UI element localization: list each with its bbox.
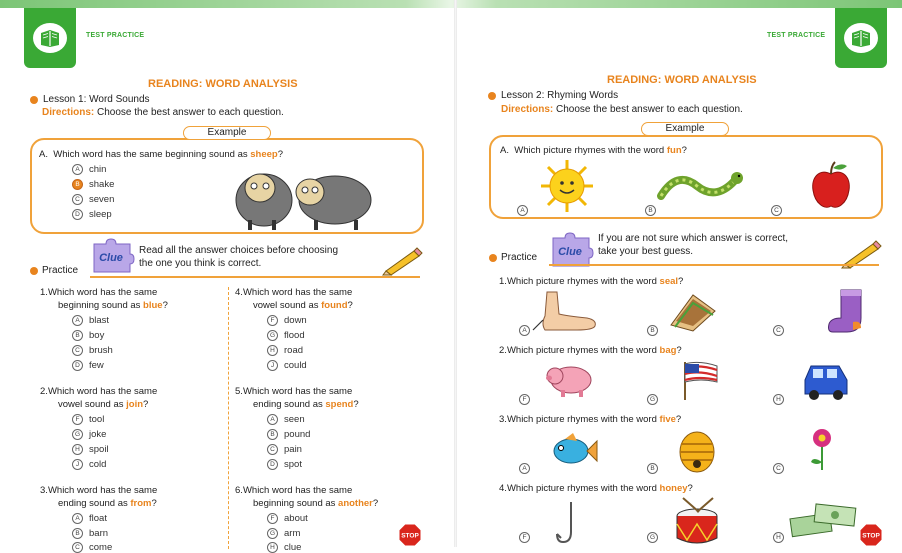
example-letter: A. — [39, 149, 48, 160]
question-2: 2.Which picture rhymes with the word bag? — [499, 345, 682, 356]
keyword: bag — [659, 345, 677, 356]
stop-sign-icon — [398, 523, 422, 547]
keyword: seal — [659, 276, 679, 287]
answer-bubble[interactable]: C — [773, 325, 784, 336]
option[interactable]: F about — [267, 513, 308, 524]
bullet-dot — [30, 267, 38, 275]
answer-bubble[interactable]: B — [267, 429, 278, 440]
snake-picture — [657, 166, 743, 206]
example-keyword: sheep — [250, 149, 278, 160]
answer-bubble[interactable]: H — [773, 394, 784, 405]
answer-bubble[interactable]: B — [72, 528, 83, 539]
answer-bubble[interactable]: G — [267, 528, 278, 539]
test-practice-label: TEST PRACTICE — [767, 32, 826, 39]
example-keyword: fun — [666, 145, 682, 156]
top-gradient-bar — [0, 0, 902, 8]
apple-picture — [809, 160, 853, 212]
lesson-label: Lesson 1: Word Sounds — [43, 94, 150, 105]
option[interactable]: B boy — [72, 330, 104, 341]
option[interactable]: B barn — [72, 528, 108, 539]
answer-bubble[interactable]: F — [267, 315, 278, 326]
directions-label: Directions: — [42, 107, 95, 118]
bullet-dot — [488, 92, 496, 100]
answer-bubble[interactable]: A — [72, 513, 83, 524]
lesson-heading — [488, 90, 618, 101]
answer-bubble[interactable]: D — [72, 209, 83, 220]
option[interactable]: D spot — [267, 459, 302, 470]
drum-picture — [673, 496, 721, 547]
clue-line-2: take your best guess. — [598, 246, 694, 257]
question-3: 3.Which word has the same ending sound as from? — [40, 485, 158, 509]
answer-bubble[interactable]: C — [771, 205, 782, 216]
keyword: join — [126, 399, 144, 410]
answer-bubble[interactable]: A — [519, 463, 530, 474]
answer-bubble[interactable]: H — [773, 532, 784, 543]
answer-bubble[interactable]: A — [519, 325, 530, 336]
test-practice-label: TEST PRACTICE — [86, 32, 145, 39]
answer-bubble[interactable]: A — [72, 164, 83, 175]
practice-rule — [90, 276, 420, 278]
keyword: from — [130, 498, 152, 509]
money-picture — [785, 500, 861, 536]
clue-line-1: Read all the answer choices before choosing — [139, 245, 339, 256]
flower-picture — [807, 428, 837, 472]
pencil-icon — [380, 245, 422, 275]
answer-bubble[interactable]: F — [519, 394, 530, 405]
question-1: 1.Which picture rhymes with the word seal? — [499, 276, 684, 287]
svg-text:STOP: STOP — [401, 532, 419, 540]
option[interactable]: F down — [267, 315, 307, 326]
right-page — [457, 8, 902, 547]
example-option[interactable]: D sleep — [72, 209, 112, 220]
option[interactable]: G joke — [72, 429, 106, 440]
option[interactable]: F tool — [72, 414, 104, 425]
question-1: 1.Which word has the same beginning sound as blue? — [40, 287, 168, 311]
option[interactable]: J could — [267, 360, 307, 371]
example-option[interactable]: B shake — [72, 179, 114, 190]
keyword: five — [659, 414, 676, 425]
clue-puzzle-icon — [90, 238, 134, 274]
fish-picture — [547, 429, 597, 471]
question-6: 6.Which word has the same beginning sound as another? — [235, 485, 379, 509]
test-practice-tab — [24, 8, 76, 68]
example-text: Which word has the same beginning sound as — [53, 149, 251, 160]
directions — [501, 104, 743, 115]
answer-bubble[interactable]: C — [72, 194, 83, 205]
sun-picture — [539, 158, 595, 214]
test-practice-tab — [835, 8, 887, 68]
page-title: READING: WORD ANALYSIS — [148, 78, 298, 90]
option[interactable]: H spoil — [72, 444, 109, 455]
clue-word: Clue — [99, 252, 123, 264]
answer-bubble[interactable]: A — [72, 315, 83, 326]
answer-bubble[interactable]: J — [267, 360, 278, 371]
answer-bubble[interactable]: H — [72, 444, 83, 455]
book-icon — [33, 23, 67, 53]
answer-bubble[interactable]: J — [72, 459, 83, 470]
book-icon — [844, 23, 878, 53]
example-question: A. Which picture rhymes with the word fun? — [500, 145, 687, 156]
clue-line-2: the one you think is correct. — [139, 258, 262, 269]
column-divider — [228, 287, 229, 549]
question-4: 4.Which word has the same vowel sound as found? — [235, 287, 353, 311]
page-title: READING: WORD ANALYSIS — [607, 74, 757, 86]
example-option[interactable]: A chin — [72, 164, 106, 175]
directions-text: Choose the best answer to each question. — [97, 107, 284, 118]
option[interactable]: A blast — [72, 315, 109, 326]
answer-bubble[interactable]: H — [267, 345, 278, 356]
answer-bubble[interactable]: A — [267, 414, 278, 425]
clue-puzzle-icon — [549, 232, 593, 268]
question-2: 2.Which word has the same vowel sound as join? — [40, 386, 158, 410]
sandwich-picture — [667, 291, 719, 333]
pig-picture — [545, 362, 599, 398]
directions-text: Choose the best answer to each question. — [556, 104, 743, 115]
option[interactable]: A seen — [267, 414, 305, 425]
option[interactable]: H road — [267, 345, 303, 356]
keyword: another — [338, 498, 373, 509]
practice-heading: Practice — [489, 252, 537, 263]
answer-bubble[interactable]: B — [645, 205, 656, 216]
answer-bubble[interactable]: F — [267, 513, 278, 524]
svg-text:STOP: STOP — [862, 532, 880, 540]
option[interactable]: G flood — [267, 330, 305, 341]
answer-bubble[interactable]: G — [72, 429, 83, 440]
practice-heading: Practice — [30, 265, 78, 276]
flag-picture — [679, 360, 721, 402]
answer-bubble-filled[interactable]: B — [72, 179, 83, 190]
lesson-heading — [30, 94, 150, 105]
left-page — [0, 8, 454, 553]
answer-bubble[interactable]: D — [267, 459, 278, 470]
example-option[interactable]: C seven — [72, 194, 114, 205]
sock-picture — [827, 288, 871, 336]
answer-bubble[interactable]: F — [72, 414, 83, 425]
keyword: blue — [143, 300, 163, 311]
lesson-label: Lesson 2: Rhyming Words — [501, 90, 619, 101]
sheep-picture — [230, 162, 375, 232]
directions — [42, 107, 284, 118]
option[interactable]: G arm — [267, 528, 300, 539]
bullet-dot — [30, 96, 38, 104]
answer-bubble[interactable]: B — [72, 330, 83, 341]
answer-bubble[interactable]: G — [647, 532, 658, 543]
question-3: 3.Which picture rhymes with the word five? — [499, 414, 682, 425]
clue-word: Clue — [558, 246, 582, 258]
option[interactable]: H clue — [267, 542, 301, 553]
question-5: 5.Which word has the same ending sound as spend? — [235, 386, 359, 410]
option[interactable]: J cold — [72, 459, 106, 470]
option[interactable]: C come — [72, 542, 112, 553]
answer-bubble[interactable]: C — [72, 345, 83, 356]
answer-bubble[interactable]: D — [72, 360, 83, 371]
example-question: A. Which word has the same beginning sound as sheep? — [39, 149, 284, 160]
answer-bubble[interactable]: C — [773, 463, 784, 474]
answer-bubble[interactable]: A — [517, 205, 528, 216]
directions-label: Directions: — [501, 104, 554, 115]
answer-bubble[interactable]: H — [267, 542, 278, 553]
option[interactable]: D few — [72, 360, 104, 371]
answer-bubble[interactable]: C — [267, 444, 278, 455]
answer-bubble[interactable]: G — [267, 330, 278, 341]
example-label: Example — [183, 126, 271, 140]
example-label: Example — [641, 122, 729, 136]
car-picture — [801, 362, 851, 402]
answer-bubble[interactable]: F — [519, 532, 530, 543]
answer-bubble[interactable]: C — [72, 542, 83, 553]
bullet-dot — [489, 254, 497, 262]
fishhook-picture — [553, 500, 583, 547]
answer-bubble[interactable]: B — [647, 463, 658, 474]
stop-sign-icon — [859, 523, 883, 547]
option[interactable]: C pain — [267, 444, 302, 455]
clue-line-1: If you are not sure which answer is correct, — [598, 233, 789, 244]
keyword: honey — [659, 483, 688, 494]
foot-picture — [537, 290, 599, 332]
keyword: spend — [325, 399, 354, 410]
answer-bubble[interactable]: G — [647, 394, 658, 405]
beehive-picture — [677, 428, 717, 474]
question-4: 4.Which picture rhymes with the word honey? — [499, 483, 693, 494]
option[interactable]: C brush — [72, 345, 113, 356]
option[interactable]: B pound — [267, 429, 310, 440]
option[interactable]: A float — [72, 513, 107, 524]
keyword: found — [321, 300, 348, 311]
practice-rule — [549, 264, 879, 266]
answer-bubble[interactable]: B — [647, 325, 658, 336]
